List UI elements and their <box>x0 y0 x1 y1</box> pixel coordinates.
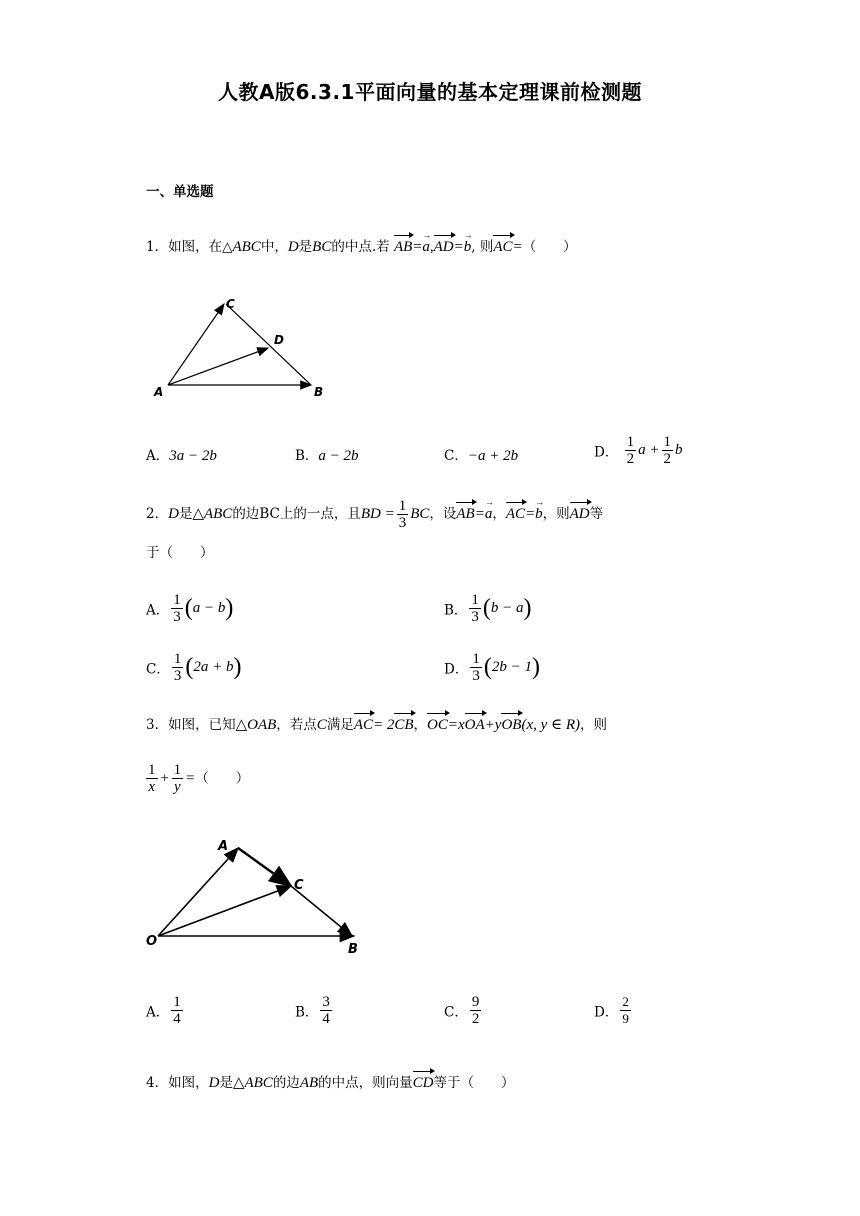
q2-option-b[interactable]: B． $\frac{1}{3}$ (b − a) <box>444 592 532 625</box>
vector-ab: AB <box>394 236 412 258</box>
question-2: 2．D是△ABC的边BC上的一点，且BD = $\frac{1}{3}$ BC，设AB=→ a，AC=→ b，则AD等 <box>146 498 726 531</box>
vector-ac: AC <box>493 236 512 258</box>
q3-option-b[interactable]: B． $\frac{3}{4}$ <box>295 994 330 1027</box>
segment-ac <box>238 848 291 886</box>
segment-cb <box>291 886 352 936</box>
vector-ad: AD <box>434 236 454 258</box>
question-4: 4．如图，D是△ABC的边AB的中点，则向量CD等于（ ） <box>146 1072 514 1094</box>
section-heading: 一、单选题 <box>146 184 214 200</box>
label-c: C <box>226 297 235 311</box>
label-b: B <box>314 385 324 399</box>
segment-ad <box>168 348 268 385</box>
page-title: 人教A版6.3.1平面向量的基本定理课前检测题 <box>218 80 642 104</box>
figure-triangle-abc <box>146 290 346 405</box>
label-a: A <box>218 839 229 854</box>
q2-option-c[interactable]: C． $\frac{1}{3}$ (2a + b) <box>146 651 242 684</box>
q3-option-a[interactable]: A． $\frac{1}{4}$ <box>146 994 181 1027</box>
question-3: 3．如图，已知△OAB，若点C满足AC= 2CB，OC=xOA+yOB(x, y ∈ R)，则 <box>146 714 726 736</box>
q3-option-d[interactable]: D． $\frac{2}{9}$ <box>594 994 629 1026</box>
q1-option-d[interactable]: D． $\frac{1}{2}$ a + $\frac{1}{2}$ b <box>594 434 683 467</box>
label-c: C <box>294 878 304 893</box>
q1-option-b[interactable]: B．a − 2b <box>295 448 359 464</box>
segment-cb <box>226 304 311 385</box>
question-2-line2: 于（ ） <box>146 545 214 561</box>
segment-oa <box>158 848 238 936</box>
q3-option-c[interactable]: C． $\frac{9}{2}$ <box>444 994 480 1027</box>
q2-option-a[interactable]: A． $\frac{1}{3}$ (a − b) <box>146 592 234 625</box>
segment-oc <box>158 886 291 936</box>
q1-option-a[interactable]: A．3a − 2b <box>146 448 217 464</box>
question-3-line2: $\frac{1}{x}$ + $\frac{1}{y}$ =（ ） <box>148 762 250 795</box>
q1-option-c[interactable]: C．−a + 2b <box>444 448 519 464</box>
q2-option-d[interactable]: D． $\frac{1}{3}$ (2b − 1) <box>444 651 540 684</box>
label-d: D <box>274 333 284 347</box>
segment-ac <box>168 304 224 385</box>
figure-triangle-oab <box>146 832 376 962</box>
label-b: B <box>348 942 358 957</box>
label-a: A <box>154 385 164 399</box>
label-o: O <box>146 934 158 949</box>
question-1: 1．如图，在△ABC中，D是BC的中点.若 AB=→ a,AD=→ b, 则AC=（ ） <box>146 236 577 258</box>
